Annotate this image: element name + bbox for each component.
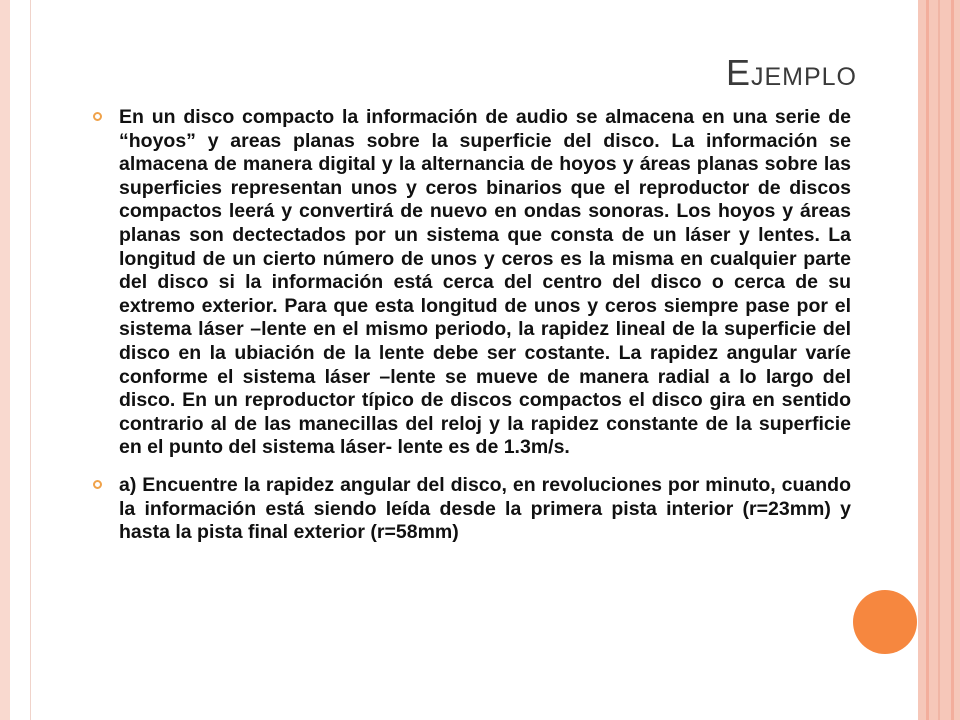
border-stripe (951, 0, 954, 720)
bullet-item (61, 474, 851, 545)
bullet-text: a) Encuentre la rapidez angular del disco, en revoluciones por minuto, cuando la información está siendo leída desde la primera pista interior (r=23mm) y hasta la pista final exterior (r=58mm) (119, 473, 851, 544)
bullet-circle-icon (93, 480, 102, 489)
bullet-item (61, 106, 851, 460)
slide-title: Ejemplo (725, 52, 857, 93)
slide-panel (30, 0, 897, 720)
bullet-text: En un disco compacto la información de audio se almacena en una serie de “hoyos” y areas planas sobre la superficie del disco. La información se almacena de manera digital y la alternancia de hoyos y áreas planas sobre las superficies representan unos y ceros binarios que el reproductor de discos compactos leerá y convertirá de nuevo en ondas sonoras. Los hoyos y áreas planas son dectectados por un sistema que consta de un láser y lentes. La longitud de un cierto número de unos y ceros es la misma en cualquier parte del disco si la información está cerca del centro del disco o cerca de su extremo exterior. Para que esta longitud de unos y ceros siempre pase por el sistema láser –lente en el mismo periodo, la rapidez lineal de la superficie del disco en la ubiación de la lente debe ser costante. La rapidez angular varíe conforme el sistema láser –lente se mueve de manera radial a lo largo del disco. En un reproductor típico de discos compactos el disco gira en sentido contrario al de las manecillas del reloj y la rapidez constante de la superficie en el punto del sistema láser- lente es de 1.3m/s. (119, 106, 851, 459)
border-stripe (926, 0, 929, 720)
left-border-strip (0, 0, 10, 720)
decorative-orange-circle (853, 590, 917, 654)
right-border-stripes (918, 0, 960, 720)
bullet-circle-icon (93, 112, 102, 121)
bullet-list (61, 106, 851, 559)
border-stripe (938, 0, 940, 720)
